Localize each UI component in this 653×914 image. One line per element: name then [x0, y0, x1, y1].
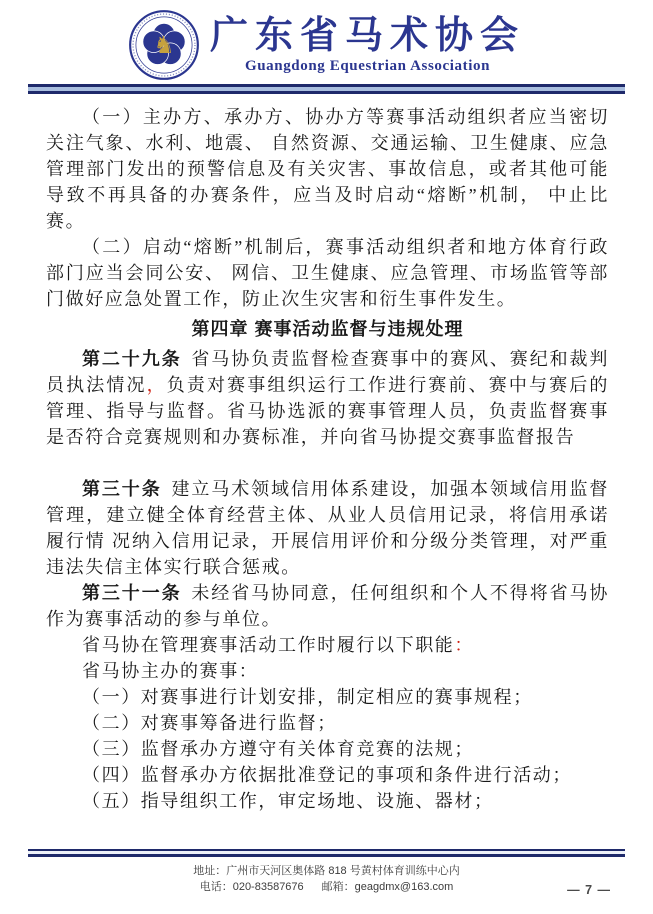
footer-contact-line	[0, 879, 653, 895]
association-title-block	[210, 15, 525, 75]
article-30	[46, 476, 609, 580]
emblem-svg	[128, 9, 200, 81]
footer-address: 地址：广州市天河区奥体路 818 号黄村体育训练中心内	[193, 865, 460, 877]
footer-phone: 电话：020-83587676	[199, 881, 304, 893]
paragraph-clause-1	[46, 104, 609, 234]
duties-intro-red-colon: ：	[454, 635, 475, 655]
article-30-label: 第三十条	[82, 479, 162, 499]
association-title-en: Guangdong Equestrian Association	[244, 58, 491, 74]
footer-email: 邮箱：geagdmx@163.com	[321, 881, 454, 893]
duty-item-4: （四）监督承办方依据批准登记的事项和条件进行活动；	[82, 765, 572, 785]
host-events-line: 省马协主办的赛事：	[82, 661, 259, 681]
association-title-cn: 广东省马术协会	[209, 15, 525, 57]
duty-item-2: （二）对赛事筹备进行监督；	[82, 713, 337, 733]
association-emblem-icon	[128, 9, 200, 81]
article-29-text-rest: 负责对赛事组织运行工作进行赛前、赛中与赛后的管理、指导与监督。省马协选派的赛事管理人员，负责监督赛事是否符合竞赛规则和办赛标准，并向省马协提交赛事监督报告	[46, 375, 610, 447]
duty-item-5: （五）指导组织工作，审定场地、设施、器材；	[82, 791, 494, 811]
paragraph-clause-2	[46, 234, 609, 312]
footer-contact-block	[0, 863, 653, 895]
footer-rule	[28, 849, 625, 857]
article-30-text: 建立马术领域信用体系建设，加强本领域信用监督管理，建立健全体育经营主体、从业人员信用记录，将信用承诺履行情 况纳入信用记录，开展信用评价和分级分类管理，对严重违法失信主体实行联合惩戒。	[46, 479, 609, 577]
document-body	[46, 104, 609, 814]
paragraph-clause-1-text: （一）主办方、承办方、协办方等赛事活动组织者应当密切关注气象、水利、地震、 自然资源、交通运输、卫生健康、应急管理部门发出的预警信息及有关灾害、事故信息，或者其他可能导致不再具备的办赛条件，应当及时启动“熔断”机制， 中止比赛。	[46, 107, 609, 231]
gold-horse-icon: ♞	[153, 30, 175, 59]
article-29	[46, 346, 609, 450]
article-29-label: 第二十九条	[82, 349, 182, 369]
article-29-text: 省马协负责监督检查赛事中的赛风、赛纪和裁判员执法情况	[46, 349, 609, 395]
article-29-red-comma: ，	[146, 375, 167, 395]
duties-intro-text: 省马协在管理赛事活动工作时履行以下职能	[82, 635, 455, 655]
letterhead	[0, 6, 653, 84]
duties-intro-line	[46, 632, 609, 658]
header-rule	[28, 84, 625, 94]
article-31-text: 未经省马协同意，任何组织和个人不得将省马协作为赛事活动的参与单位。	[46, 583, 609, 629]
paragraph-clause-2-text: （二）启动“熔断”机制后，赛事活动组织者和地方体育行政部门应当会同公安、 网信、卫生健康、应急管理、市场监管等部门做好应急处置工作，防止次生灾害和衍生事件发生。	[46, 237, 609, 309]
chapter-heading: 第四章 赛事活动监督与违规处理	[191, 319, 464, 339]
duty-item-3: （三）监督承办方遵守有关体育竞赛的法规；	[82, 739, 474, 759]
article-31-label: 第三十一条	[82, 583, 182, 603]
duty-item-1: （一）对赛事进行计划安排，制定相应的赛事规程；	[82, 687, 533, 707]
page-number: — 7 —	[567, 883, 611, 897]
article-31	[46, 580, 609, 632]
